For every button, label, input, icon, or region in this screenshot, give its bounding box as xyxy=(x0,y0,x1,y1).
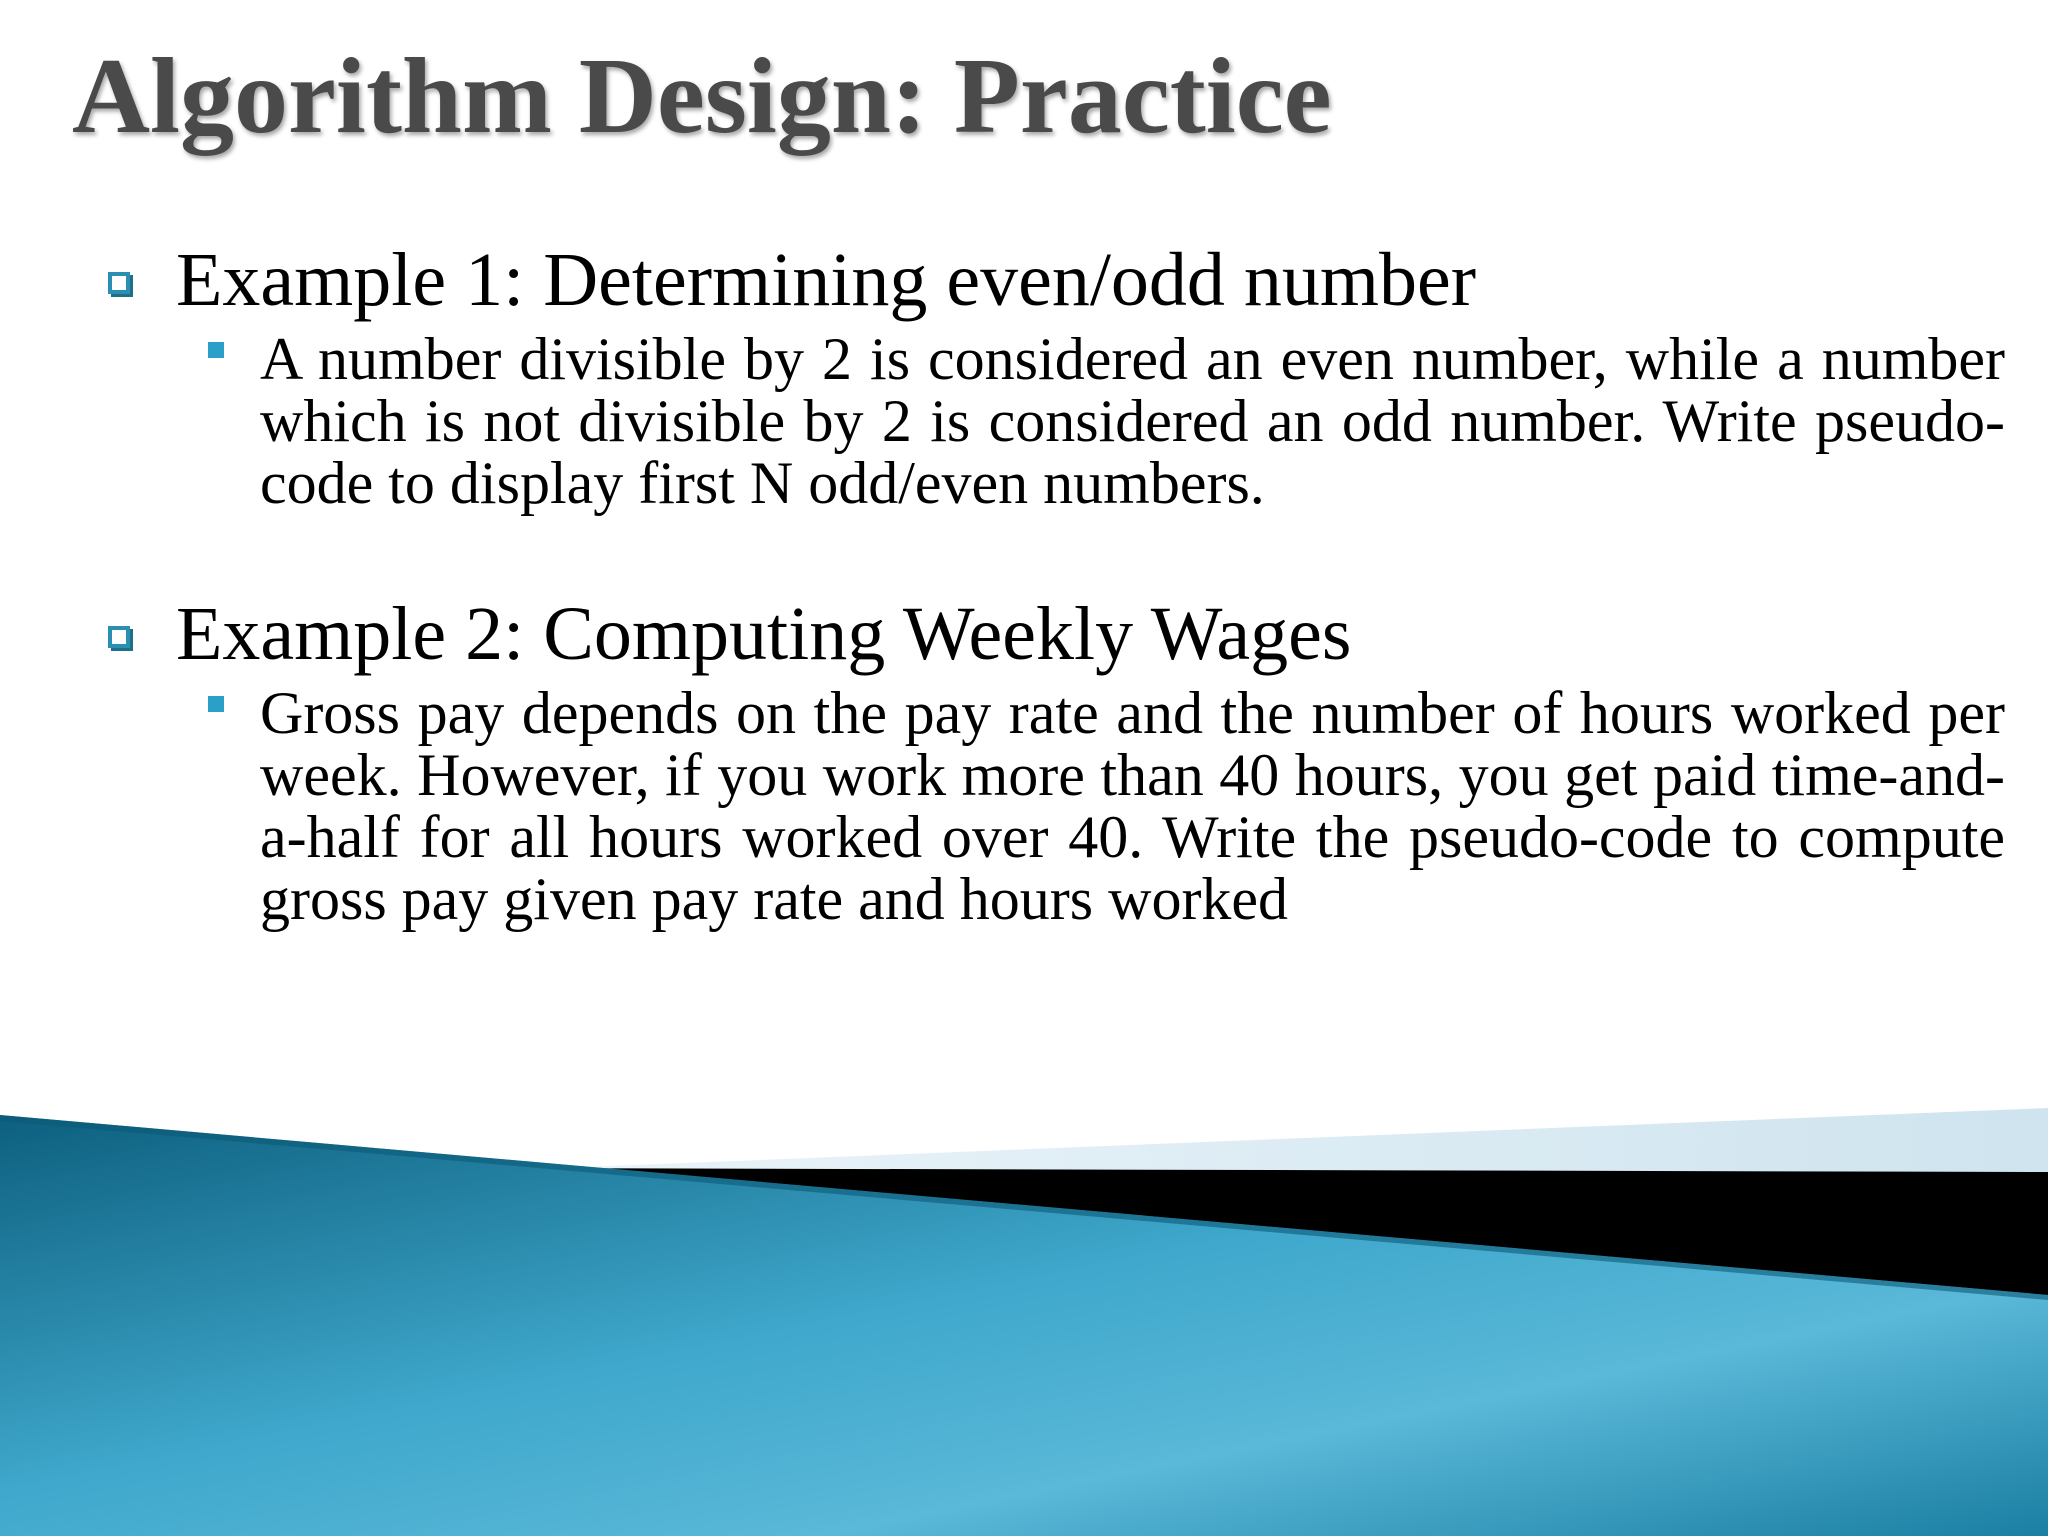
example-2-heading-text: Example 2: Computing Weekly Wages xyxy=(176,592,1352,676)
example-2-description xyxy=(260,682,2005,930)
square-bullet-icon xyxy=(208,342,224,358)
example-1-description-text: A number divisible by 2 is considered an even number, while a number which is not divisible by 2 is considered an odd number. Write pseudo-code to display first N odd/even numbers. xyxy=(260,326,2005,516)
black-band xyxy=(470,1168,2048,1300)
example-1-heading-text: Example 1: Determining even/odd number xyxy=(176,238,1477,322)
box-bullet-icon xyxy=(108,626,130,648)
example-2-heading xyxy=(100,586,2005,682)
teal-band xyxy=(0,1115,2048,1536)
bullet-list xyxy=(100,232,2005,930)
slide-title: Algorithm Design: Practice xyxy=(72,37,1332,156)
example-2-description-text: Gross pay depends on the pay rate and the number of hours worked per week. However, if you work more than 40 hours, you get paid time-and-a-half for all hours worked over 40. Write the pseudo-code to compute gross pay given pay rate and hours worked xyxy=(260,680,2005,932)
teal-band-top-edge xyxy=(0,1115,2048,1300)
box-bullet-icon xyxy=(108,272,130,294)
list-item xyxy=(100,586,2005,930)
example-1-heading xyxy=(100,232,2005,328)
square-bullet-icon xyxy=(208,696,224,712)
light-band xyxy=(560,1108,2048,1175)
example-1-description xyxy=(260,328,2005,514)
list-item xyxy=(100,232,2005,514)
